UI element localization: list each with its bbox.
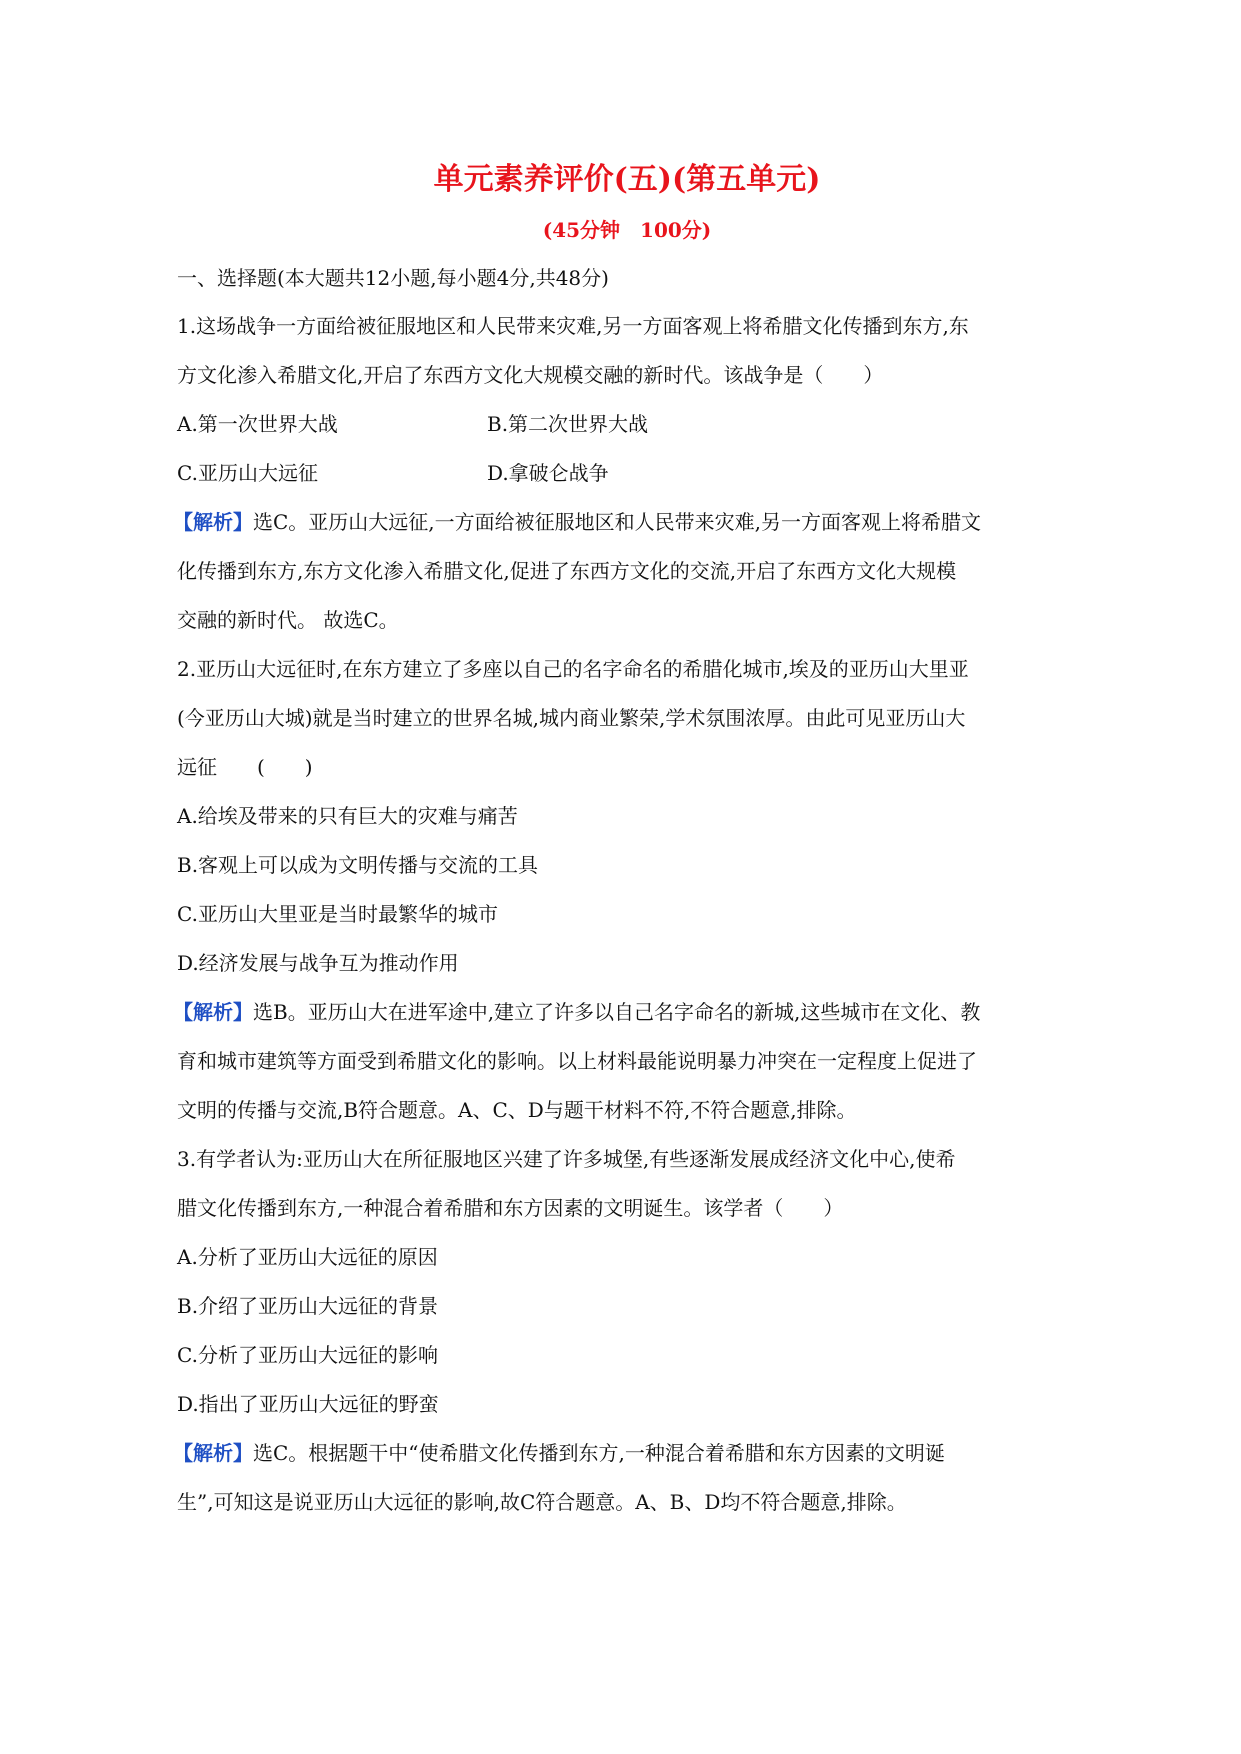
analysis-line	[173, 1429, 1077, 1478]
analysis-tag: 【解析】	[173, 1000, 253, 1024]
question-1	[173, 302, 1077, 645]
option-b: B.第二次世界大战	[487, 412, 649, 436]
analysis-text: 选C。根据题干中“使希腊文化传播到东方,一种混合着希腊和东方因素的文明诞	[253, 1441, 945, 1465]
analysis-tag: 【解析】	[173, 1441, 253, 1465]
option-b: B.介绍了亚历山大远征的背景	[177, 1294, 439, 1318]
analysis-line: 化传播到东方,东方文化渗入希腊文化,促进了东西方文化的交流,开启了东西方文化大规模	[177, 559, 957, 583]
question-stem-line: 1.这场战争一方面给被征服地区和人民带来灾难,另一方面客观上将希腊文化传播到东方,东	[177, 314, 969, 338]
options-row	[177, 400, 1077, 449]
analysis-text: 选B。亚历山大在进军途中,建立了许多以自己名字命名的新城,这些城市在文化、教	[253, 1000, 981, 1024]
question-stem-line: 方文化渗入希腊文化,开启了东西方文化大规模交融的新时代。该战争是（ ）	[177, 363, 884, 387]
question-stem-line: 远征 ( )	[177, 755, 313, 779]
section-heading: 一、选择题(本大题共12小题,每小题4分,共48分)	[177, 266, 609, 290]
analysis-line: 生”,可知这是说亚历山大远征的影响,故C符合题意。A、B、D均不符合题意,排除。	[177, 1490, 907, 1514]
option-c: C.亚历山大里亚是当时最繁华的城市	[177, 902, 498, 926]
option-a: A.第一次世界大战	[177, 412, 338, 436]
option-a: A.给埃及带来的只有巨大的灾难与痛苦	[177, 804, 518, 828]
question-stem-line: 腊文化传播到东方,一种混合着希腊和东方因素的文明诞生。该学者（ ）	[177, 1196, 844, 1220]
question-3	[173, 1135, 1077, 1527]
analysis-text: 选C。亚历山大远征,一方面给被征服地区和人民带来灾难,另一方面客观上将希腊文	[253, 510, 982, 534]
option-c: C.分析了亚历山大远征的影响	[177, 1343, 438, 1367]
analysis-line	[173, 498, 1077, 547]
options-row	[177, 449, 1077, 498]
option-c: C.亚历山大远征	[177, 461, 318, 485]
analysis-line: 育和城市建筑等方面受到希腊文化的影响。以上材料最能说明暴力冲突在一定程度上促进了	[177, 1049, 977, 1073]
option-d: D.经济发展与战争互为推动作用	[177, 951, 459, 975]
question-stem-line: 2.亚历山大远征时,在东方建立了多座以自己的名字命名的希腊化城市,埃及的亚历山大里亚	[177, 657, 969, 681]
question-2	[173, 645, 1077, 1135]
option-d: D.指出了亚历山大远征的野蛮	[177, 1392, 439, 1416]
question-stem-line: 3.有学者认为:亚历山大在所征服地区兴建了许多城堡,有些逐渐发展成经济文化中心,使希	[177, 1147, 956, 1171]
document-page	[173, 160, 1077, 1527]
analysis-tag: 【解析】	[173, 510, 253, 534]
page-subtitle: (45分钟 100分)	[542, 218, 712, 242]
option-b: B.客观上可以成为文明传播与交流的工具	[177, 853, 539, 877]
option-d: D.拿破仑战争	[487, 461, 609, 485]
analysis-line: 交融的新时代。 故选C。	[177, 608, 399, 632]
question-stem-line: (今亚历山大城)就是当时建立的世界名城,城内商业繁荣,学术氛围浓厚。由此可见亚历山大	[177, 706, 966, 730]
analysis-line: 文明的传播与交流,B符合题意。A、C、D与题干材料不符,不符合题意,排除。	[177, 1098, 857, 1122]
page-title: 单元素养评价(五)(第五单元)	[433, 162, 821, 197]
analysis-line	[173, 988, 1077, 1037]
option-a: A.分析了亚历山大远征的原因	[177, 1245, 438, 1269]
